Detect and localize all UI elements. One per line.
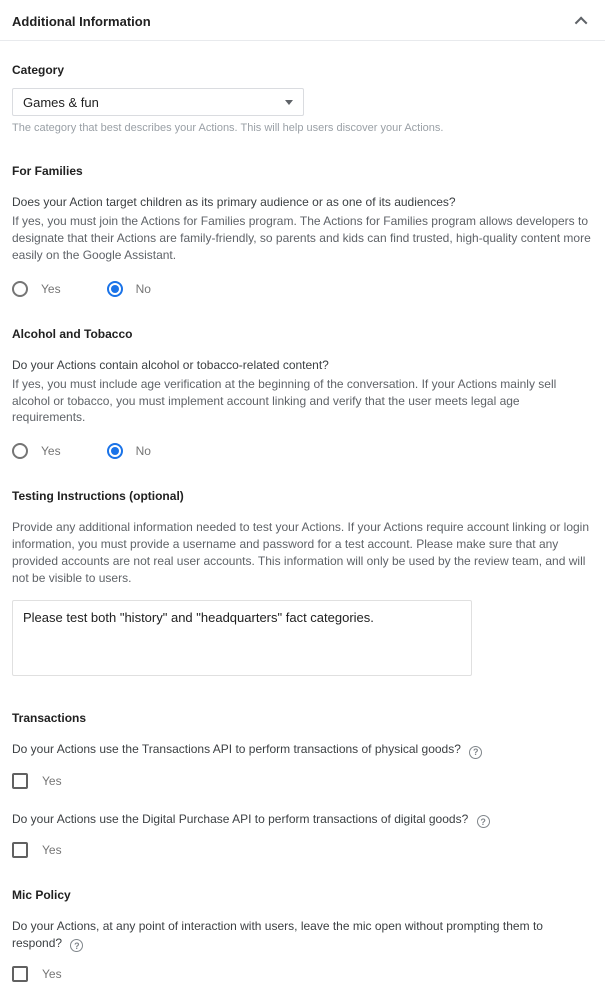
- for-families-question: Does your Action target children as its primary audience or as one of its audiences?: [12, 195, 456, 209]
- alcohol-tobacco-question: Do your Actions contain alcohol or tobacco-related content?: [12, 357, 329, 372]
- transactions-digital-question: [12, 811, 592, 829]
- for-families-radio-group: [12, 281, 593, 297]
- transactions-heading: Transactions: [12, 711, 87, 726]
- testing-instructions-heading: Testing Instructions (optional): [12, 489, 184, 504]
- radio-icon[interactable]: [12, 443, 28, 459]
- checkbox-icon[interactable]: [12, 773, 28, 789]
- transactions-digital-question-text: Do your Actions use the Digital Purchase API to perform transactions of digital goods?: [12, 811, 469, 826]
- checkbox-label: Yes: [42, 843, 62, 858]
- mic-policy-question: [12, 918, 572, 952]
- help-icon[interactable]: ?: [70, 939, 83, 952]
- for-families-helper-text: If yes, you must join the Actions for Families program. The Actions for Families program allows developers to designate that their Actions are family-friendly, so parents and kids can find trusted, high-quality content more easily on the Google Assistant.: [12, 214, 591, 262]
- category-helper-text: The category that best describes your Actions. This will help users discover your Actions.: [12, 122, 444, 134]
- radio-label: No: [135, 281, 151, 296]
- panel-content: [0, 63, 605, 1008]
- mic-policy-heading: Mic Policy: [12, 888, 71, 903]
- transactions-physical-question: [12, 741, 592, 759]
- transactions-physical-checkbox-row[interactable]: [12, 773, 593, 789]
- testing-instructions-description: Provide any additional information needed to test your Actions. If your Actions require account linking or login information, you must provide a username and password for a test account. Please make sure that any provided accounts are not real user accounts. This information will only be used by the review team, and will not be visible to users.: [12, 520, 590, 585]
- category-select[interactable]: [12, 88, 304, 116]
- dropdown-arrow-icon: [285, 100, 293, 105]
- radio-icon[interactable]: [107, 443, 123, 459]
- for-families-yes-radio[interactable]: [12, 281, 61, 297]
- transactions-physical-question-text: Do your Actions use the Transactions API to perform transactions of physical goods?: [12, 742, 461, 757]
- radio-label: Yes: [41, 281, 61, 296]
- category-label: Category: [12, 63, 65, 77]
- transactions-digital-checkbox-row[interactable]: [12, 842, 593, 858]
- category-selected-value: Games & fun: [23, 94, 99, 110]
- help-icon[interactable]: ?: [477, 815, 490, 828]
- testing-instructions-input[interactable]: [12, 600, 472, 676]
- checkbox-icon[interactable]: [12, 966, 28, 982]
- alcohol-tobacco-heading: Alcohol and Tobacco: [12, 326, 133, 341]
- help-icon[interactable]: ?: [469, 746, 482, 759]
- radio-icon[interactable]: [12, 281, 28, 297]
- alcohol-tobacco-no-radio[interactable]: [107, 443, 151, 459]
- mic-policy-question-text: Do your Actions, at any point of interaction with users, leave the mic open without prompting them to respond?: [12, 919, 543, 950]
- alcohol-tobacco-yes-radio[interactable]: [12, 443, 61, 459]
- panel-header[interactable]: [0, 0, 605, 41]
- checkbox-label: Yes: [42, 773, 62, 788]
- alcohol-tobacco-helper-text: If yes, you must include age verification at the beginning of the conversation. If your Actions mainly sell alcohol or tobacco, you must implement account linking and verify that the user meets legal age requirements.: [12, 376, 557, 425]
- radio-label: No: [135, 444, 151, 459]
- for-families-heading: For Families: [12, 164, 83, 178]
- collapse-icon[interactable]: [575, 17, 588, 30]
- radio-label: Yes: [41, 444, 61, 459]
- radio-icon[interactable]: [107, 281, 123, 297]
- checkbox-label: Yes: [42, 967, 62, 982]
- for-families-no-radio[interactable]: [107, 281, 151, 297]
- alcohol-tobacco-radio-group: [12, 443, 593, 459]
- panel-title: Additional Information: [12, 14, 151, 29]
- checkbox-icon[interactable]: [12, 842, 28, 858]
- mic-policy-checkbox-row[interactable]: [12, 966, 593, 982]
